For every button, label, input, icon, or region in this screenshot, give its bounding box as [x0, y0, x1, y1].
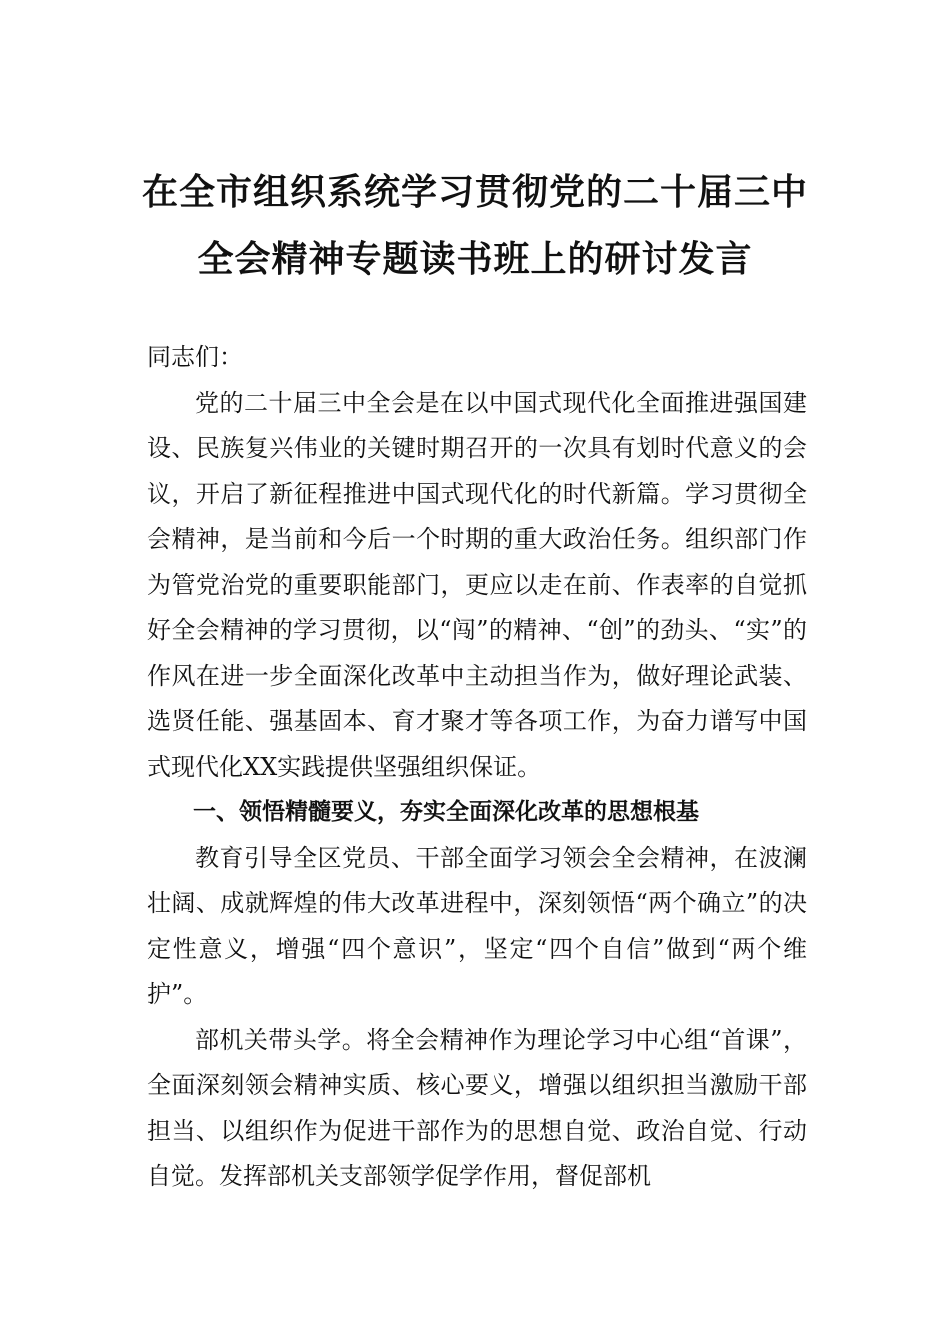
- salutation: 同志们：: [147, 343, 243, 371]
- document-title-line-2: 全会精神专题读书班上的研讨发言: [197, 238, 753, 280]
- intro-paragraph: 党的二十届三中全会是在以中国式现代化全面推进强国建设、民族复兴伟业的关键时期召开的一次具有划时代意义的会议，开启了新征程推进中国式现代化的时代新篇。学习贯彻全会精神，是当前和今后一个时期的重大政治任务。组织部门作为管党治党的重要职能部门，更应以走在前、作表率的自觉抓好全会精神的学习贯彻，以“闯”的精神、“创”的劲头、“实”的作风在进一步全面深化改革中主动担当作为，做好理论武装、选贤任能、强基固本、育才聚才等各项工作，为奋力谱写中国式现代化XX实践提供坚强组织保证。: [147, 388, 807, 781]
- section-1-paragraph-1: 教育引导全区党员、干部全面学习领会全会精神，在波澜壮阔、成就辉煌的伟大改革进程中，深刻领悟“两个确立”的决定性意义，增强“四个意识”，坚定“四个自信”做到“两个维护”。: [147, 843, 807, 1008]
- section-1-paragraph-2: 部机关带头学。将全会精神作为理论学习中心组“首课”，全面深刻领会精神实质、核心要义，增强以组织担当激励干部担当、以组织作为促进干部作为的思想自觉、政治自觉、行动自觉。发挥部机关支部领学促学作用，督促部机: [147, 1025, 807, 1190]
- document-title-line-1: 在全市组织系统学习贯彻党的二十届三中: [141, 171, 808, 213]
- section-heading-1: 一、领悟精髓要义，夯实全面深化改革的思想根基: [193, 799, 699, 825]
- document-body: [147, 335, 807, 1200]
